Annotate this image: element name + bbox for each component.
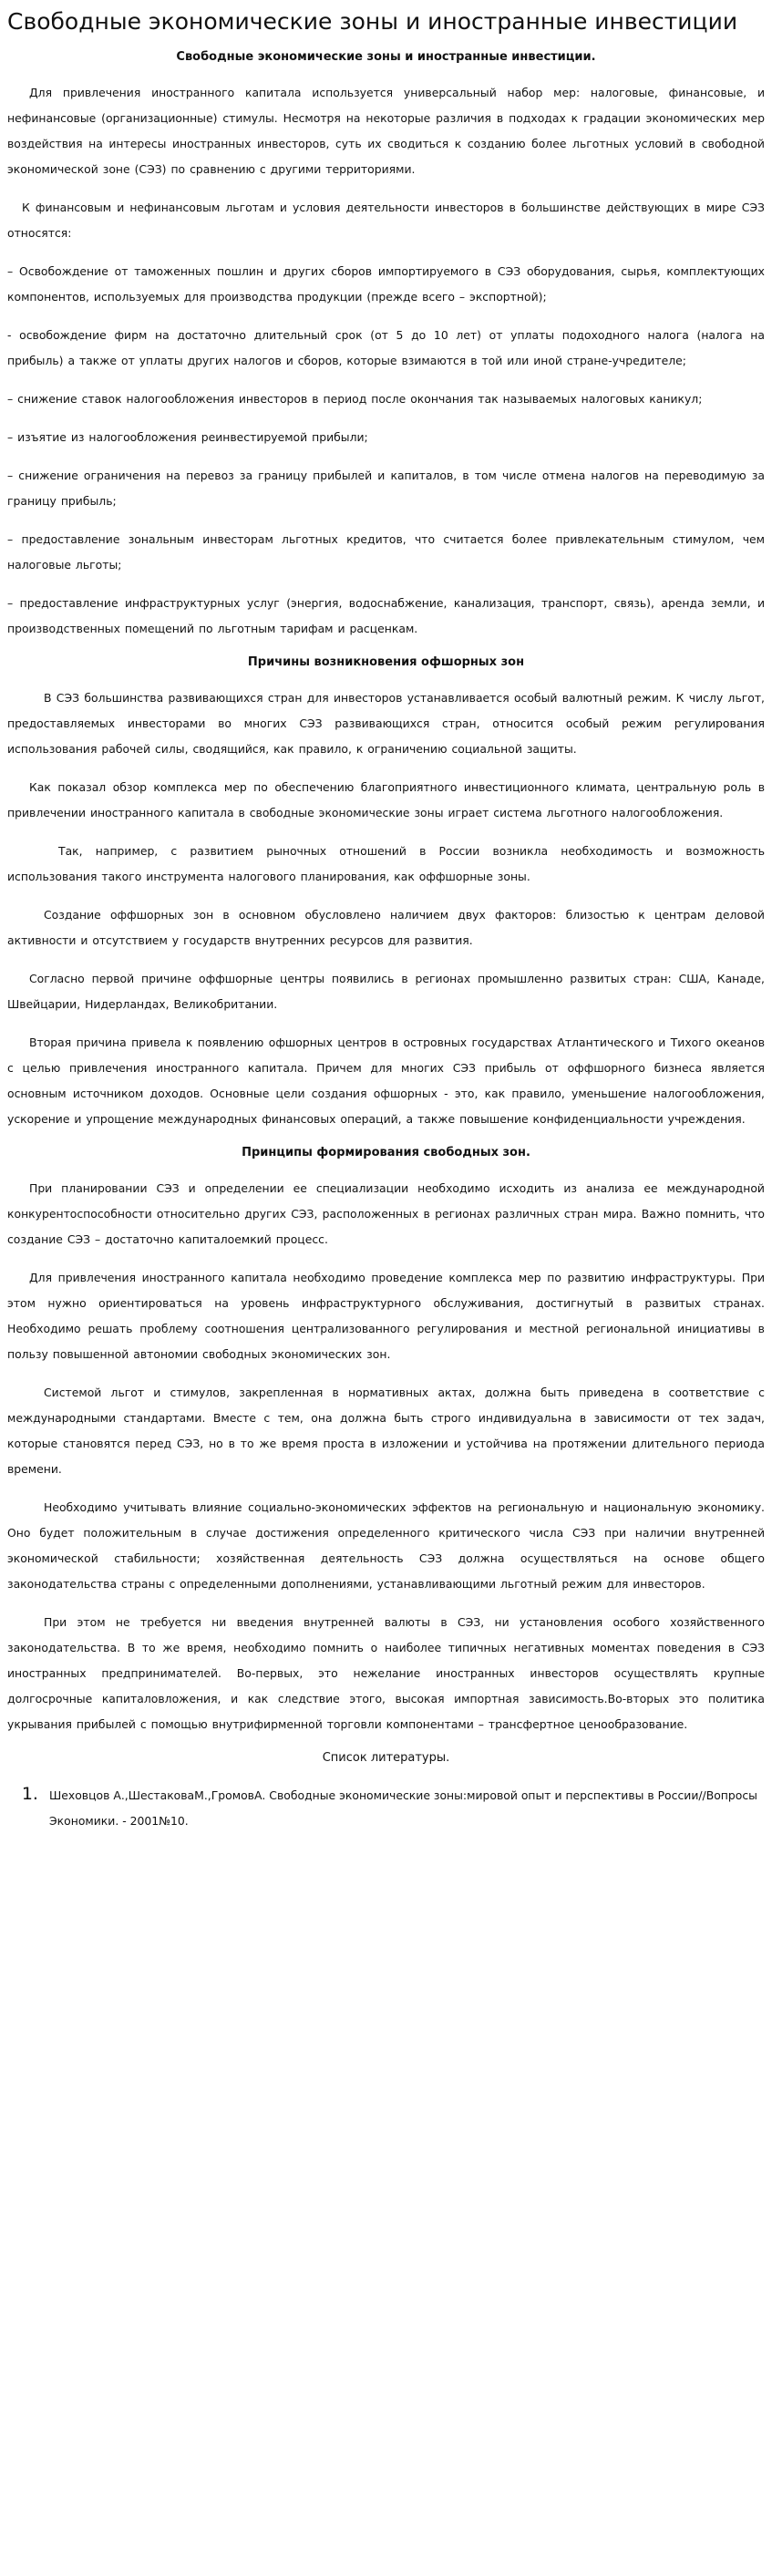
paragraph: Необходимо учитывать влияние социально-экономических эффектов на региональную и национальную экономику. Оно будет положительным в случае достижения определенного критического числа СЭЗ при наличии внутренней экономической стабильности; хозяйственная деятельность СЭЗ должна осуществляться на основе общего законодательства страны с определенными дополнениями, устанавливающими льготный режим для инвесторов. (7, 1500, 765, 1591)
paragraph: При этом не требуется ни введения внутренней валюты в СЭЗ, ни установления особого хозяйственного законодательства. В то же время, необходимо помнить о наиболее типичных негативных моментах поведения в СЭЗ иностранных предпринимателей. Во-первых, это нежелание иностранных инвесторов осуществлять крупные долгосрочные капиталовложения, и как следствие этого, высокая импортная зависимость.Во-вторых это политика укрывания прибылей с помощью внутрифирменной торговли компонентами – трансфертное ценообразование. (7, 1615, 765, 1731)
list-item: – снижение ограничения на перевоз за границу прибылей и капиталов, в том числе отмена налогов на переводимую за границу прибыль; (7, 469, 765, 508)
paragraph: Для привлечения иностранного капитала необходимо проведение комплекса мер по развитию инфраструктуры. При этом нужно ориентироваться на уровень инфраструктурного обслуживания, достигнутый в развитых странах. Необходимо решать проблему соотношения централизованного регулирования и местной региональной инициативы в пользу повышенной автономии свободных экономических зон. (7, 1271, 765, 1361)
paragraph: Вторая причина привела к появлению офшорных центров в островных государствах Атлантического и Тихого океанов с целью привлечения иностранного капитала. Причем для многих СЭЗ прибыль от оффшорного бизнеса является основным источником доходов. Основные цели создания офшорных - это, как правило, уменьшение налогообложения, ускорение и упрощение международных финансовых операций, а также повышение конфиденциальности учреждения. (7, 1036, 765, 1126)
list-item: – предоставление инфраструктурных услуг (энергия, водоснабжение, канализация, транспорт, связь), аренда земли, и производственных помещений по льготным тарифам и расценкам. (7, 596, 765, 635)
list-item: – изъятие из налогообложения реинвестируемой прибыли; (7, 430, 368, 444)
section-heading-principles: Принципы формирования свободных зон. (242, 1146, 530, 1159)
references-list (7, 1781, 765, 1834)
paragraph: Создание оффшорных зон в основном обусловлено наличием двух факторов: близостью к центрам деловой активности и отсутствием у государств внутренних ресурсов для развития. (7, 908, 765, 947)
paragraph: Системой льгот и стимулов, закрепленная в нормативных актах, должна быть приведена в соответствие с международными стандартами. Вместе с тем, она должна быть строго индивидуальна в зависимости от тех задач, которые становятся перед СЭЗ, но в то же время проста в изложении и устойчива на протяжении длительного периода времени. (7, 1386, 765, 1476)
page-title: Свободные экономические зоны и иностранные инвестиции (7, 8, 738, 35)
paragraph: Для привлечения иностранного капитала используется универсальный набор мер: налоговые, финансовые, и нефинансовые (организационные) стимулы. Несмотря на некоторые различия в подходах к градации экономических мер воздействия на интересы иностранных инвесторов, суть их сводиться к созданию более льготных условий в свободной экономической зоне (СЭЗ) по сравнению с другими территориями. (7, 86, 765, 176)
paragraph: К финансовым и нефинансовым льготам и условия деятельности инвесторов в большинстве действующих в мире СЭЗ относятся: (7, 201, 765, 240)
reference-item: 1. Шеховцов А.,ШестаковаМ.,ГромовА. Свободные экономические зоны:мировой опыт и перспективы в России//Вопросы Экономики. - 2001№10. (44, 1781, 765, 1834)
list-item: - освобождение фирм на достаточно длительный срок (от 5 до 10 лет) от уплаты подоходного налога (налога на прибыль) а также от уплаты других налогов и сборов, которые взимаются в той или иной стране-учредителе; (7, 328, 765, 367)
paragraph: В СЭЗ большинства развивающихся стран для инвесторов устанавливается особый валютный режим. К числу льгот, предоставляемых инвесторами во многих СЭЗ развивающихся стран, относится особый режим регулирования использования рабочей силы, сводящийся, как правило, к ограничению социальной защиты. (7, 691, 765, 756)
section-heading-offshore-reasons: Причины возникновения офшорных зон (247, 655, 525, 669)
section-heading-free-zones: Свободные экономические зоны и иностранные инвестиции. (176, 50, 596, 64)
list-item: – предоставление зональным инвесторам льготных кредитов, что считается более привлекательным стимулом, чем налоговые льготы; (7, 532, 765, 572)
list-item: – Освобождение от таможенных пошлин и других сборов импортируемого в СЭЗ оборудования, сырья, комплектующих компонентов, используемых для производства продукции (прежде всего – экспортной); (7, 264, 765, 304)
references-heading: Список литературы. (322, 1751, 450, 1765)
paragraph: Согласно первой причине оффшорные центры появились в регионах промышленно развитых стран: США, Канаде, Швейцарии, Нидерландах, Великобритании. (7, 972, 765, 1011)
paragraph: При планировании СЭЗ и определении ее специализации необходимо исходить из анализа ее международной конкурентоспособности относительно других СЭЗ, расположенных в регионах различных стран мира. Важно помнить, что создание СЭЗ – достаточно капиталоемкий процесс. (7, 1181, 765, 1246)
paragraph: Как показал обзор комплекса мер по обеспечению благоприятного инвестиционного климата, центральную роль в привлечении иностранного капитала в свободные экономические зоны играет система льготного налогообложения. (7, 780, 765, 819)
paragraph: Так, например, с развитием рыночных отношений в России возникла необходимость и возможность использования такого инструмента налогового планирования, как оффшорные зоны. (7, 844, 765, 883)
list-item: – снижение ставок налогообложения инвесторов в период после окончания так называемых налоговых каникул; (7, 392, 703, 406)
